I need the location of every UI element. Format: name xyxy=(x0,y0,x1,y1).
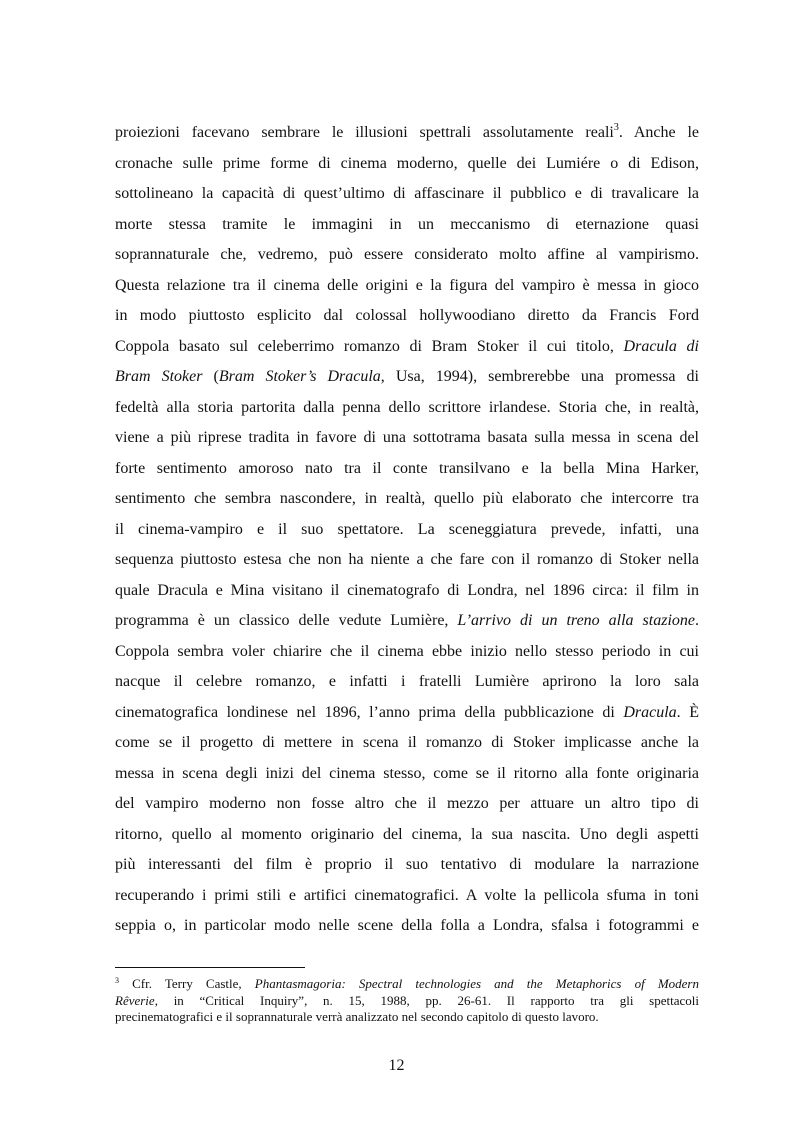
text-line: messa in scena degli inizi del cinema stesso, come se il ritorno alla fonte originaria xyxy=(115,764,699,782)
text-line: cinematografica londinese nel 1896, l’anno prima della pubblicazione di Dracula. È xyxy=(115,703,699,721)
text-line: sottolineano la capacità di quest’ultimo di affascinare il pubblico e di travalicare la xyxy=(115,185,699,202)
footnote-line: precinematografici e il soprannaturale verrà analizzato nel secondo capitolo di questo lavoro. xyxy=(115,1009,599,1024)
text-line: soprannaturale che, vedremo, può essere considerato molto affine al vampirismo. xyxy=(115,246,699,263)
text-line: seppia o, in particolar modo nelle scene della folla a Londra, sfalsa i fotogrammi e xyxy=(115,917,699,934)
footnote-marker: 3 xyxy=(115,976,119,985)
text-line: programma è un classico delle vedute Lumière, L’arrivo di un treno alla stazione. xyxy=(115,612,700,629)
film-title: Bram Stoker xyxy=(115,368,203,385)
text-line: Coppola basato sul celeberrimo romanzo di Bram Stoker il cui titolo, Dracula di xyxy=(115,337,699,355)
text-line: sequenza piuttosto estesa che non ha niente a che fare con il romanzo di Stoker nella xyxy=(115,551,699,568)
film-title: Bram Stoker’s Dracula xyxy=(218,368,381,385)
text-line: recuperando i primi stili e artifici cinematografici. A volte la pellicola sfuma in toni xyxy=(115,886,699,904)
cited-title: Rêverie xyxy=(115,992,155,1008)
text-line: Coppola sembra voler chiarire che il cinema ebbe inizio nello stesso periodo in cui xyxy=(115,642,699,660)
film-title: Dracula di xyxy=(623,337,699,355)
cited-title: Phantasmagoria: Spectral technologies and the Metaphorics of Modern xyxy=(254,976,699,991)
text-line: fedeltà alla storia partorita dalla penna dello scrittore irlandese. Storia che, in realtà, xyxy=(115,398,699,416)
text-line: forte sentimento amoroso nato tra il conte transilvano e la bella Mina Harker, xyxy=(115,459,699,477)
text-line: Bram Stoker (Bram Stoker’s Dracula, Usa, 1994), sembrerebbe una promessa di xyxy=(115,368,699,385)
text-line: in modo piuttosto esplicito dal colossal hollywoodiano diretto da Francis Ford xyxy=(115,307,699,324)
film-title: L’arrivo di un treno alla stazione xyxy=(457,612,696,629)
text-line: Questa relazione tra il cinema delle origini e la figura del vampiro è messa in gioco xyxy=(115,276,699,294)
body-text xyxy=(115,118,699,942)
text-line: del vampiro moderno non fosse altro che il mezzo per attuare un altro tipo di xyxy=(115,795,699,812)
text-line: cronache sulle prime forme di cinema moderno, quelle dei Lumiére o di Edison, xyxy=(115,154,699,172)
footnote-line: $^3$ Cfr. Terry Castle, Phantasmagoria: Spectral technologies and the Metaphorics of Modern xyxy=(115,976,699,991)
text-line: come se il progetto di mettere in scena il romanzo di Stoker implicasse anche la xyxy=(115,734,699,751)
footnote xyxy=(115,976,699,1026)
text-line: morte stessa tramite le immagini in un meccanismo di eternazione quasi xyxy=(115,215,699,233)
text-line: sentimento che sembra nascondere, in realtà, quello più elaborato che intercorre tra xyxy=(115,490,699,507)
text-line: più interessanti del film è proprio il suo tentativo di modulare la narrazione xyxy=(115,856,699,873)
footnote-separator xyxy=(115,967,305,968)
page-number: 12 xyxy=(388,1057,405,1074)
text-line: quale Dracula e Mina visitano il cinematografo di Londra, nel 1896 circa: il film in xyxy=(115,581,699,599)
book-title: Dracula xyxy=(623,703,677,721)
text-line: il cinema-vampiro e il suo spettatore. La sceneggiatura prevede, infatti, una xyxy=(115,520,699,538)
text-line: proiezioni facevano sembrare le illusioni spettrali assolutamente reali$^3$. Anche le xyxy=(115,122,699,141)
text-line: ritorno, quello al momento originario del cinema, la sua nascita. Uno degli aspetti xyxy=(115,825,699,843)
footnote-line: Rêverie, in “Critical Inquiry”, n. 15, 1988, pp. 26-61. Il rapporto tra gli spettacoli xyxy=(115,992,699,1008)
footnote-reference[interactable]: 3 xyxy=(613,122,619,133)
text-line: viene a più riprese tradita in favore di una sottotrama basata sulla messa in scena del xyxy=(115,429,699,446)
text-line: nacque il celebre romanzo, e infatti i fratelli Lumière aprirono la loro sala xyxy=(115,673,699,690)
